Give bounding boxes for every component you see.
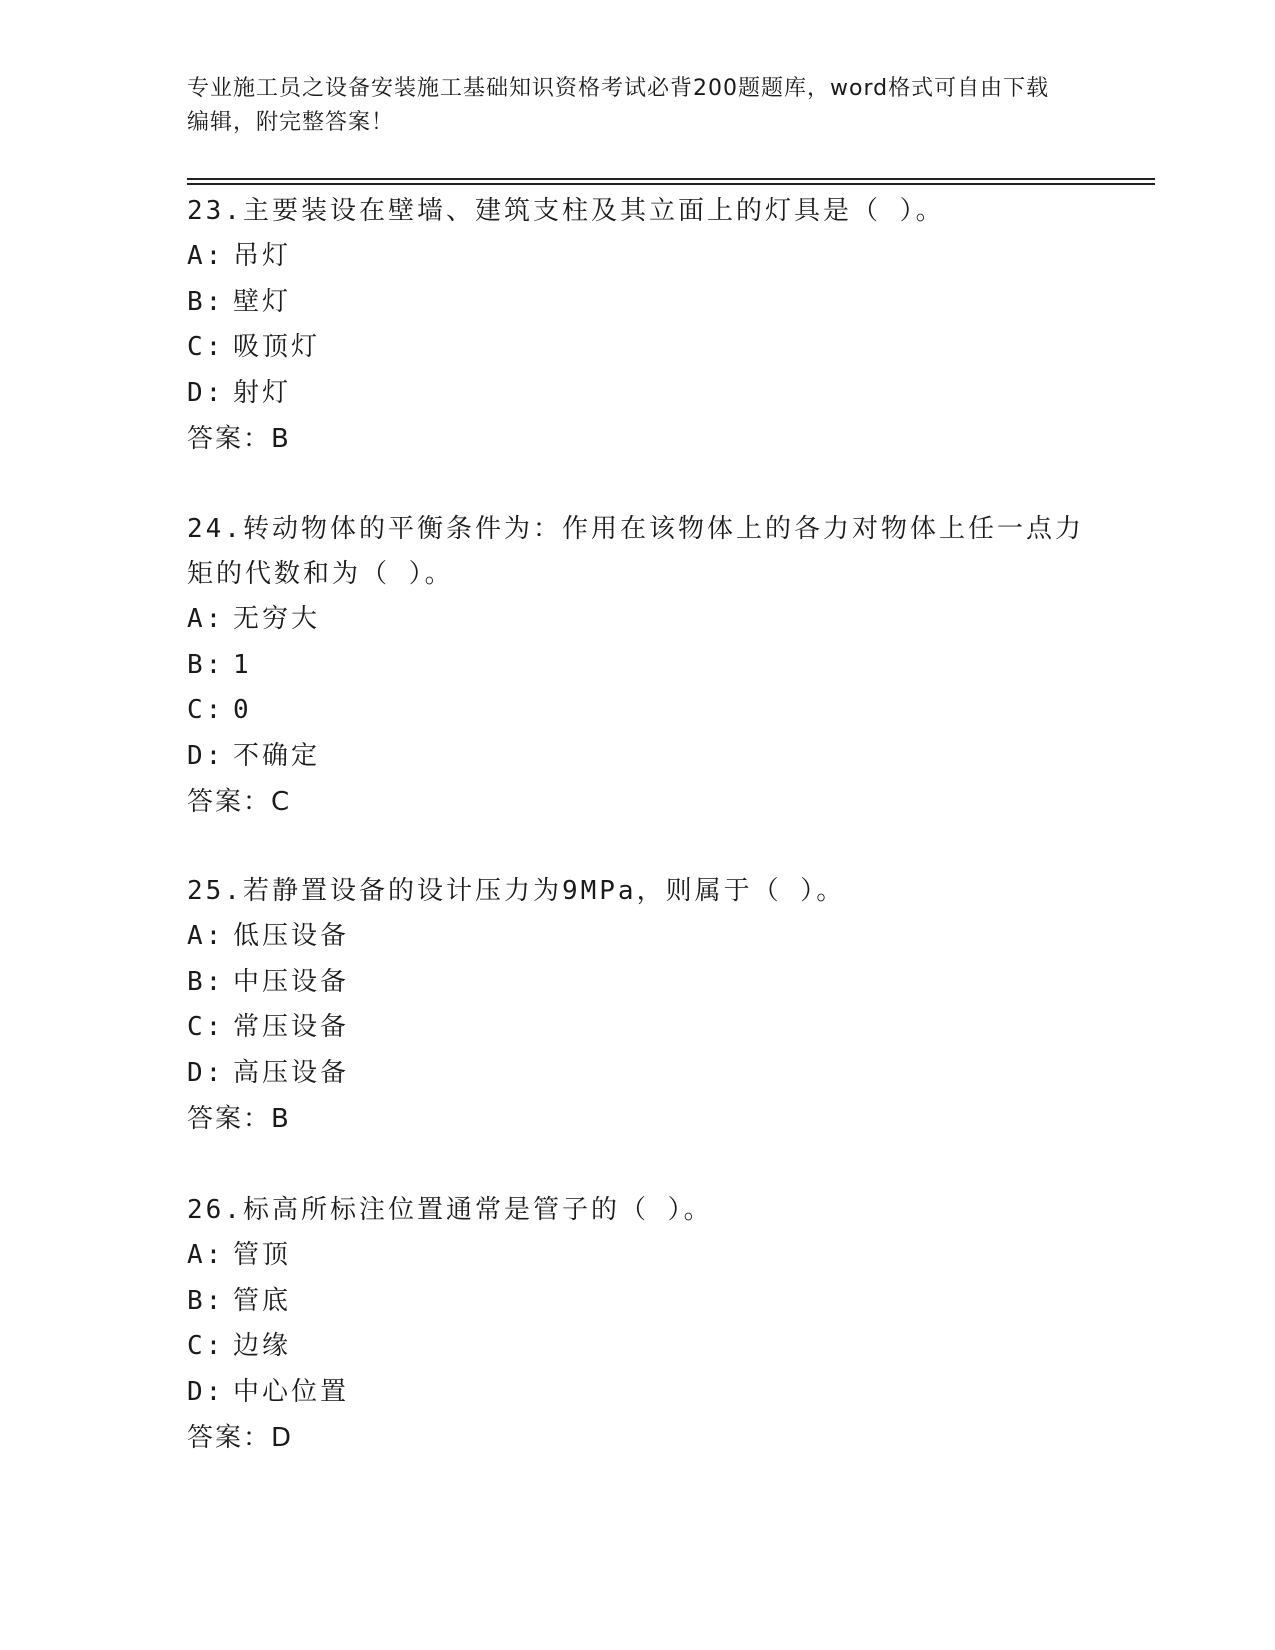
- question-24: [187, 507, 1087, 825]
- question-25: [187, 869, 1087, 1142]
- question-stem: 26.标高所标注位置通常是管子的（ ）。: [187, 1195, 713, 1225]
- option-a: [187, 914, 1087, 960]
- answer-line: 答案：C: [187, 787, 292, 817]
- option-c: [187, 1005, 1087, 1051]
- option-a: [187, 234, 1087, 280]
- option-letter: C:: [187, 332, 225, 362]
- option-text: 吸顶灯: [233, 332, 321, 362]
- option-text: 中压设备: [233, 966, 350, 997]
- option-text: 射灯: [233, 377, 292, 408]
- answer-line: 答案：B: [187, 1104, 291, 1134]
- option-text: 高压设备: [233, 1057, 350, 1088]
- option-letter: C:: [187, 1331, 225, 1361]
- option-a: [187, 597, 1087, 643]
- answer-line: 答案：D: [187, 1423, 294, 1453]
- question-23: [187, 189, 1087, 462]
- option-letter: D:: [187, 740, 225, 771]
- option-b: [187, 1279, 1087, 1325]
- option-d: [187, 1370, 1087, 1416]
- question-26: [187, 1188, 1087, 1461]
- option-text: 中心位置: [233, 1376, 350, 1407]
- option-b: [187, 643, 1087, 689]
- question-stem: 24.转动物体的平衡条件为：作用在该物体上的各力对物体上任一点力矩的代数和为（ ）。: [187, 514, 1084, 589]
- header-divider-bottom: [187, 183, 1155, 185]
- question-stem: 23.主要装设在壁墙、建筑支柱及其立面上的灯具是（ ）。: [187, 196, 945, 226]
- option-d: [187, 371, 1087, 417]
- option-c: [187, 688, 1087, 734]
- option-letter: A:: [187, 604, 225, 634]
- option-text: 无穷大: [233, 604, 321, 634]
- option-text: 边缘: [233, 1331, 292, 1361]
- option-b: [187, 280, 1087, 326]
- option-c: [187, 1324, 1087, 1370]
- option-letter: B:: [187, 286, 225, 317]
- option-text: 管底: [233, 1285, 292, 1316]
- option-letter: A:: [187, 1240, 225, 1270]
- option-letter: D:: [187, 1376, 225, 1407]
- option-letter: D:: [187, 377, 225, 408]
- option-text: 0: [233, 695, 252, 725]
- option-text: 1: [233, 649, 252, 680]
- option-letter: B:: [187, 1285, 225, 1316]
- option-c: [187, 325, 1087, 371]
- header-divider-top: [187, 178, 1155, 180]
- option-letter: B:: [187, 966, 225, 997]
- option-text: 常压设备: [233, 1012, 350, 1042]
- option-text: 不确定: [233, 740, 321, 771]
- option-letter: B:: [187, 649, 225, 680]
- answer-line: 答案：B: [187, 424, 291, 454]
- document-title: 专业施工员之设备安装施工基础知识资格考试必背200题题库，word格式可自由下载编辑，附完整答案！: [187, 76, 1050, 135]
- option-text: 低压设备: [233, 921, 350, 951]
- option-letter: A:: [187, 921, 225, 951]
- option-text: 管顶: [233, 1240, 292, 1270]
- option-letter: C:: [187, 695, 225, 725]
- option-text: 吊灯: [233, 241, 292, 271]
- option-d: [187, 734, 1087, 780]
- option-b: [187, 960, 1087, 1006]
- option-text: 壁灯: [233, 286, 292, 317]
- option-a: [187, 1233, 1087, 1279]
- question-stem: 25.若静置设备的设计压力为9MPa，则属于（ ）。: [187, 876, 846, 906]
- option-d: [187, 1051, 1087, 1097]
- option-letter: A:: [187, 241, 225, 271]
- option-letter: D:: [187, 1057, 225, 1088]
- option-letter: C:: [187, 1012, 225, 1042]
